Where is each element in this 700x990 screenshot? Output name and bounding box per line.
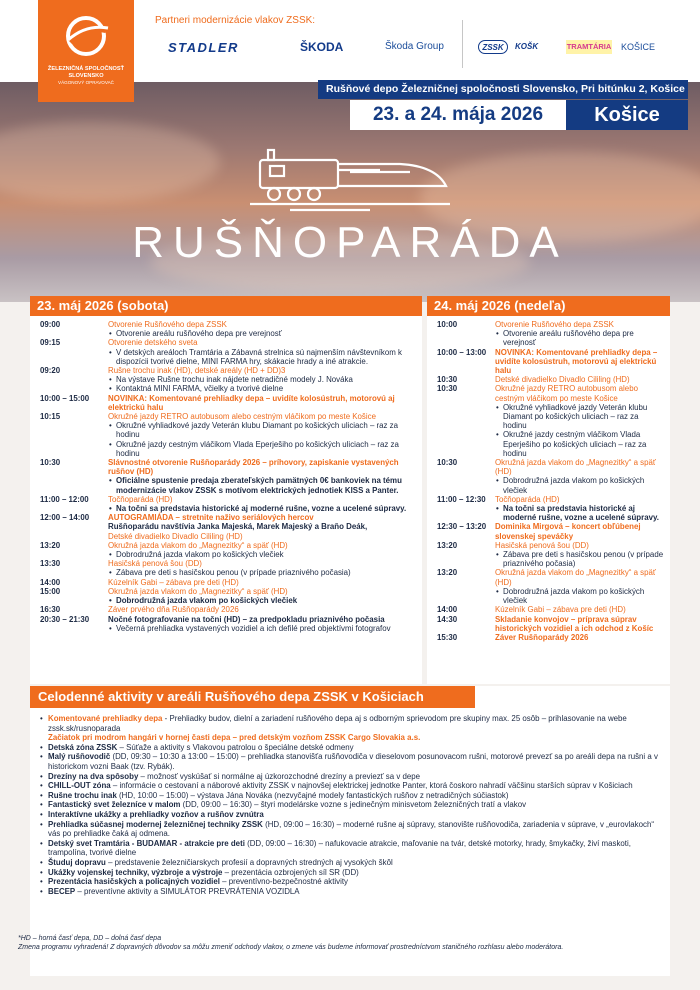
schedule-details bbox=[108, 578, 422, 587]
schedule-details bbox=[108, 615, 422, 633]
activity-name: Interaktívne ukážky a prehliadky vozňov a rušňov zvnútra bbox=[48, 809, 264, 819]
schedule-time: 10:15 bbox=[40, 412, 61, 422]
activity-description: – predstavenie železničiarskych profesií a dopravných stredných aj vysokých škôl bbox=[105, 857, 393, 867]
schedule-item bbox=[30, 495, 422, 513]
activity-item bbox=[40, 733, 664, 743]
schedule-details bbox=[108, 458, 422, 495]
activity-description: – preventívno-bezpečnostné aktivity bbox=[219, 877, 348, 887]
activity-description: – preventívne aktivity a SIMULÁTOR PREVRÁTENIA VOZIDLA bbox=[75, 886, 300, 896]
cloud-decoration bbox=[0, 122, 220, 202]
activity-name: BECEP bbox=[48, 886, 76, 896]
schedule-time: 16:30 bbox=[40, 605, 61, 615]
schedule-title: Okružná jazda vlakom do „Magnezitky“ a späť (HD) bbox=[108, 586, 288, 596]
activity-item bbox=[40, 868, 664, 878]
schedule-details bbox=[495, 384, 670, 458]
schedule-details bbox=[495, 615, 670, 633]
partner-skoda-group-logo[interactable]: Škoda Group bbox=[385, 41, 444, 52]
footnote-disclaimer: Zmena programu vyhradená! Z dopravných dôvodov sa môžu zmeniť odchody vlakov, o zmene vás budeme informovať prostredníctvom staničného rozhlasu alebo moderátora. bbox=[18, 944, 564, 951]
day2-heading: 24. máj 2026 (nedeľa) bbox=[427, 296, 670, 316]
activity-name: Detská zóna ZSSK bbox=[48, 742, 118, 752]
schedule-item bbox=[427, 541, 670, 569]
schedule-item bbox=[427, 605, 670, 614]
partner-kosk-logo[interactable]: KOŠK bbox=[515, 42, 539, 51]
day2-events bbox=[427, 320, 670, 642]
activity-item bbox=[40, 877, 664, 887]
schedule-title: Kúzelník Gabi – zábava pre deti (HD) bbox=[495, 605, 626, 615]
schedule-details bbox=[108, 495, 422, 513]
activity-description: – možnosť vyskúšať si normálne aj úzkorozchodné drezíny a previezť sa v depe bbox=[138, 771, 421, 781]
schedule-title: Točňoparáda (HD) bbox=[495, 494, 560, 504]
partner-kosice-logo[interactable]: KOŠICE bbox=[621, 42, 656, 52]
schedule-details bbox=[495, 568, 670, 605]
schedule-item bbox=[30, 578, 422, 587]
schedule-title: AUTOGRAMIÁDA – stretnite naživo seriálových hercov bbox=[108, 513, 314, 523]
schedule-details bbox=[495, 348, 670, 376]
activity-description: (DD, 09:00 – 16:30) – štyri modelárske vozne s jedinečným minisvetom železničných tratí a vlakov bbox=[180, 800, 527, 810]
schedule-title: Okružné jazdy RETRO autobusom alebo cestným vláčikom po meste Košice bbox=[495, 384, 638, 403]
activity-item bbox=[40, 752, 664, 771]
schedule-time: 14:00 bbox=[40, 577, 61, 587]
schedule-item bbox=[427, 348, 670, 376]
schedule-note: • Okružné jazdy cestným vláčikom Vlada Eperješiho po košických uliciach – raz za hodinu bbox=[108, 440, 416, 458]
schedule-title: Hasičská penová šou (DD) bbox=[495, 540, 589, 550]
schedule-item bbox=[30, 338, 422, 366]
schedule-item bbox=[30, 320, 422, 338]
schedule-note: • Na točni sa predstavia historické aj moderné rušne, vozne a ucelené súpravy. bbox=[495, 504, 664, 522]
activity-name: Prehliadka súčasnej modernej železničnej techniky ZSSK bbox=[48, 819, 263, 829]
schedule-item bbox=[30, 394, 422, 412]
activity-name: Rušne trochu inak bbox=[48, 790, 117, 800]
schedule-item bbox=[427, 495, 670, 523]
schedule-item bbox=[30, 513, 422, 541]
schedule-details bbox=[495, 605, 670, 614]
schedule-title: Kúzelník Gabi – zábava pre deti (HD) bbox=[108, 577, 239, 587]
activity-name: Ukážky vojenskej techniky, výzbroje a výstroje bbox=[48, 867, 223, 877]
schedule-note: • Dobrodružná jazda vlakom po košických vlečiek bbox=[495, 476, 664, 494]
schedule-title: Otvorenie Rušňového depa ZSSK bbox=[108, 320, 227, 329]
activity-description: – informácie o cestovaní a náborové aktivity ZSSK v najnovšej elektrickej jednotke Panter, ktorá čoskoro nahradí väčšinu starších súprav v Košiciach bbox=[110, 781, 633, 791]
schedule-details bbox=[108, 412, 422, 458]
activity-item bbox=[40, 800, 664, 810]
schedule-time: 09:20 bbox=[40, 366, 61, 376]
activity-name: Komentované prehliadky depa bbox=[48, 714, 163, 723]
schedule-title: Detské divadielko Divadlo Cililing (HD) bbox=[495, 375, 630, 385]
schedule-note: • Okružné vyhliadkové jazdy Veterán klubu Diamant po košických uliciach – raz za hodinu bbox=[495, 403, 664, 431]
activity-item bbox=[40, 858, 664, 868]
partners-divider bbox=[462, 20, 463, 68]
schedule-title: Okružná jazda vlakom do „Magnezitky“ a späť (HD) bbox=[495, 568, 656, 587]
schedule-details bbox=[108, 559, 422, 577]
schedule-item bbox=[427, 384, 670, 458]
schedule-note: • Okružné jazdy cestným vláčikom Vlada Eperješiho po košických uliciach – raz za hodinu bbox=[495, 430, 664, 458]
event-city: Košice bbox=[566, 100, 688, 130]
activity-name: Detský svet Tramtária - BUDAMAR - atrakcie pre deti bbox=[48, 838, 245, 848]
activity-item bbox=[40, 839, 664, 858]
footnote-legend: *HD – horná časť depa, DD – dolná časť depa bbox=[18, 935, 162, 942]
schedule-details bbox=[108, 587, 422, 605]
activity-description: (DD, 09:00 – 16:30) – nafukovacie atrakcie, maľovanie na tvár, detské motorky, hrady, šmykačky, živí maskoti, trampolína, tvorivé dielne bbox=[48, 838, 631, 858]
schedule-title: Okružná jazda vlakom do „Magnezitky“ a späť (HD) bbox=[495, 458, 656, 477]
day1-heading: 23. máj 2026 (sobota) bbox=[30, 296, 422, 316]
activity-item bbox=[40, 781, 664, 791]
schedule-title: Dominika Mirgová – koncert obľúbenej slovenskej speváčky bbox=[495, 522, 641, 541]
activity-description: (HD, 10:00 – 15:00) – výstava Jána Nováka (nezvyčajné modely fantastických rušňov z netradičných súčiastok) bbox=[116, 790, 509, 800]
event-dates: 23. a 24. mája 2026 bbox=[350, 100, 566, 130]
schedule-title: NOVINKA: Komentované prehliadky depa – uvidíte kolosústruh, motorovú aj elektrickú halu bbox=[108, 393, 395, 412]
schedule-time: 13:20 bbox=[40, 540, 61, 550]
schedule-note: Rušňoparádu navštívia Janka Majeská, Marek Majeský a Braňo Deák, bbox=[108, 522, 368, 532]
schedule-note: • Zábava pre deti s hasičskou penou (v prípade priaznivého počasia) bbox=[108, 568, 416, 577]
activity-description: - Prehliadky budov, dielní a zariadení rušňového depa aj s odborným sprievodom pre skupiny max. 25 osôb – prihlasovanie na webe zssk.sk/rusnoparada bbox=[48, 714, 627, 733]
schedule-time: 13:20 bbox=[437, 568, 458, 578]
schedule-details bbox=[495, 320, 670, 348]
schedule-details bbox=[495, 375, 670, 384]
schedule-title: Rušne trochu inak (HD), detské areály (HD + DD)3 bbox=[108, 366, 286, 376]
partner-zssk-logo[interactable]: ZSSK bbox=[478, 40, 508, 54]
activity-name: Študuj dopravu bbox=[48, 857, 106, 867]
schedule-title: Slávnostné otvorenie Rušňoparády 2026 – príhovory, zapiskanie vystavených rušňov (HD) bbox=[108, 458, 399, 477]
schedule-item bbox=[427, 615, 670, 633]
day2-schedule bbox=[427, 296, 670, 684]
schedule-note: • Na točni sa predstavia historické aj moderné rušne, vozne a ucelené súpravy. bbox=[108, 504, 416, 513]
schedule-title: Záver prvého dňa Rušňoparády 2026 bbox=[108, 605, 239, 615]
partners-label: Partneri modernizácie vlakov ZSSK: bbox=[155, 15, 316, 26]
schedule-time: 13:20 bbox=[437, 540, 458, 550]
activity-name: Drezíny na dva spôsoby bbox=[48, 771, 139, 781]
schedule-details bbox=[108, 394, 422, 412]
activity-item bbox=[40, 820, 664, 839]
schedule-note: • Otvorenie areálu rušňového depa pre verejnosť bbox=[108, 329, 416, 338]
schedule-note: • Okružné vyhliadkové jazdy Veterán klubu Diamant po košických uliciach – raz za hodinu bbox=[108, 421, 416, 439]
activity-item bbox=[40, 714, 664, 733]
activity-item bbox=[40, 743, 664, 753]
schedule-details bbox=[495, 522, 670, 540]
schedule-note: • Kontaktná MINI FARMA, včielky a tvorivé dielne bbox=[108, 384, 416, 393]
event-address: Rušňové depo Železničnej spoločnosti Slovensko, Pri bitúnku 2, Košice bbox=[318, 80, 688, 99]
train-illustration-icon bbox=[250, 148, 450, 212]
schedule-item bbox=[30, 559, 422, 577]
schedule-time: 10:30 bbox=[437, 458, 458, 468]
activity-name: Fantastický svet železníce v malom bbox=[48, 800, 181, 810]
day1-events bbox=[30, 320, 422, 633]
schedule-time: 20:30 – 21:30 bbox=[40, 614, 90, 624]
schedule-time: 12:30 – 13:20 bbox=[437, 522, 487, 532]
activity-item bbox=[40, 887, 664, 897]
activity-name: Prezentácia hasičských a policajných vozidiel bbox=[48, 877, 220, 887]
day1-schedule bbox=[30, 296, 422, 684]
activity-item bbox=[40, 791, 664, 801]
footnote bbox=[18, 934, 668, 952]
activities-list bbox=[40, 714, 664, 896]
activity-description: – prezentácia ozbrojených síl SR (DD) bbox=[222, 867, 359, 877]
schedule-details bbox=[495, 541, 670, 569]
schedule-time: 15:30 bbox=[437, 632, 458, 642]
schedule-item bbox=[30, 587, 422, 605]
schedule-time: 09:15 bbox=[40, 338, 61, 348]
schedule-time: 09:00 bbox=[40, 320, 61, 329]
schedule-note: • Dobrodružná jazda vlakom po košických vlečiek bbox=[108, 550, 416, 559]
schedule-note: • Dobrodružná jazda vlakom po košických vlečiek bbox=[108, 596, 416, 605]
schedule-details bbox=[108, 541, 422, 559]
schedule-title: Hasičská penová šou (DD) bbox=[108, 559, 202, 569]
schedule-title: Točňoparáda (HD) bbox=[108, 494, 173, 504]
schedule-title: Okružné jazdy RETRO autobusom alebo cestným vláčikom po meste Košice bbox=[108, 412, 376, 422]
schedule-time: 10:00 bbox=[437, 320, 458, 329]
schedule-title: Okružná jazda vlakom do „Magnezitky“ a späť (HD) bbox=[108, 540, 288, 550]
event-title: RUŠŇOPARÁDA bbox=[132, 218, 568, 267]
schedule-item bbox=[30, 366, 422, 394]
schedule-details bbox=[495, 633, 670, 642]
partner-tramtaria-logo[interactable]: TRAMTÁRIA bbox=[566, 40, 612, 54]
logo-name: ŽELEZNIČNÁ SPOLOČNOSŤ SLOVENSKO bbox=[47, 66, 125, 79]
schedule-note: • Otvorenie areálu rušňového depa pre verejnosť bbox=[495, 329, 664, 347]
schedule-details bbox=[108, 605, 422, 614]
logo-subtitle: VÁGONOVÝ OPRAVOVAČ bbox=[58, 80, 114, 85]
schedule-details bbox=[108, 366, 422, 394]
schedule-details bbox=[108, 338, 422, 366]
schedule-time: 14:30 bbox=[437, 614, 458, 624]
activity-description: (DD, 09:30 – 10:30 a 13:00 – 15:00) – prehliadka stanovišťa rušňovodiča v dieselovom posunovacom rušni, motorové prevezť sa po areáli depa na rušni a v historickom vozni Baak (tzv. Rybák). bbox=[48, 752, 658, 771]
schedule-time: 10:30 bbox=[437, 375, 458, 385]
zssk-logo[interactable] bbox=[38, 0, 134, 102]
schedule-title: Detské divadielko Divadlo Cililing (HD) bbox=[108, 531, 243, 541]
partner-stadler-logo[interactable]: STADLER bbox=[168, 40, 239, 55]
schedule-details bbox=[495, 458, 670, 495]
schedule-item bbox=[30, 615, 422, 633]
activity-item bbox=[40, 810, 664, 820]
activity-description: (HD, 09:00 – 16:30) – moderné rušne aj súpravy, stanovište rušňovodiča, zariadenia v súprave, v „eurovlakoch“ vás po prehliadke čaká aj odmena. bbox=[48, 819, 654, 839]
schedule-time: 13:30 bbox=[40, 559, 61, 569]
schedule-item bbox=[427, 375, 670, 384]
schedule-time: 11:00 – 12:30 bbox=[437, 494, 486, 504]
schedule-note: • Oficiálne spustenie predaja zberateľských pamätných 0€ bankoviek na tému modernizácie vlakov ZSSK s motívom elektrických jednotiek KISS a Panter. bbox=[108, 476, 416, 494]
schedule-details bbox=[495, 495, 670, 523]
schedule-time: 10:30 bbox=[40, 458, 61, 468]
schedule-time: 14:00 bbox=[437, 605, 458, 615]
activity-description: – Súťaže a aktivity s Vlakovou patrolou o špeciálne detské odmeny bbox=[117, 742, 354, 752]
schedule-title: Nočné fotografovanie na točni (HD) – za predpokladu priaznivého počasia bbox=[108, 614, 385, 624]
activity-name: Začiatok pri modrom hangári v hornej časti depa – pred detským vozňom ZSSK Cargo Slovakia a.s. bbox=[48, 733, 421, 743]
schedule-title: Otvorenie detského sveta bbox=[108, 338, 198, 348]
all-day-activities bbox=[30, 686, 670, 976]
schedule-item bbox=[30, 541, 422, 559]
schedule-note: • Zábava pre deti s hasičskou penou (v prípade priaznivého počasia) bbox=[495, 550, 664, 568]
schedule-time: 12:00 – 14:00 bbox=[40, 513, 90, 523]
schedule-item bbox=[30, 458, 422, 495]
schedule-item bbox=[30, 605, 422, 614]
activities-heading: Celodenné aktivity v areáli Rušňového depa ZSSK v Košiciach bbox=[30, 686, 475, 708]
schedule-details bbox=[108, 513, 422, 541]
schedule-title: Záver Rušňoparády 2026 bbox=[495, 632, 589, 642]
schedule-time: 10:30 bbox=[437, 384, 458, 394]
schedule-item bbox=[427, 568, 670, 605]
schedule-item bbox=[427, 522, 670, 540]
schedule-details bbox=[108, 320, 422, 338]
schedule-title: Skladanie konvojov – príprava súprav historických vozidiel a ich odchod z Košíc bbox=[495, 614, 654, 633]
activity-item bbox=[40, 772, 664, 782]
schedule-note: • Dobrodružná jazda vlakom po košických vlečiek bbox=[495, 587, 664, 605]
schedule-item bbox=[427, 320, 670, 348]
schedule-title: Otvorenie Rušňového depa ZSSK bbox=[495, 320, 614, 329]
schedule-time: 10:00 – 13:00 bbox=[437, 347, 487, 357]
schedule-item bbox=[427, 458, 670, 495]
schedule-item bbox=[427, 633, 670, 642]
activity-name: CHILL-OUT zóna bbox=[48, 781, 111, 791]
schedule-note: • V detských areáloch Tramtária a Zábavná strelnica sú najmenším návštevníkom k dispozícii tvorivé dielne, MINI FARMA hry, skákacie hrady a iné atrakcie. bbox=[108, 348, 416, 366]
schedule-time: 15:00 bbox=[40, 586, 61, 596]
schedule-time: 10:00 – 15:00 bbox=[40, 393, 90, 403]
partner-skoda-logo[interactable]: ŠKODA bbox=[300, 40, 344, 54]
schedule-item bbox=[30, 412, 422, 458]
header bbox=[0, 0, 700, 85]
schedule-title: NOVINKA: Komentované prehliadky depa – uvidíte kolosústruh, motorovú aj elektrickú halu bbox=[495, 347, 658, 376]
schedule-note: • Večerná prehliadka vystavených vozidiel a ich defilé pred objektívmi fotografov bbox=[108, 624, 416, 633]
schedule-note: • Na výstave Rušne trochu inak nájdete netradičné modely J. Nováka bbox=[108, 375, 416, 384]
schedule-time: 11:00 – 12:00 bbox=[40, 494, 89, 504]
zssk-logo-icon bbox=[62, 12, 110, 60]
activity-name: Malý rušňovodič bbox=[48, 752, 111, 762]
